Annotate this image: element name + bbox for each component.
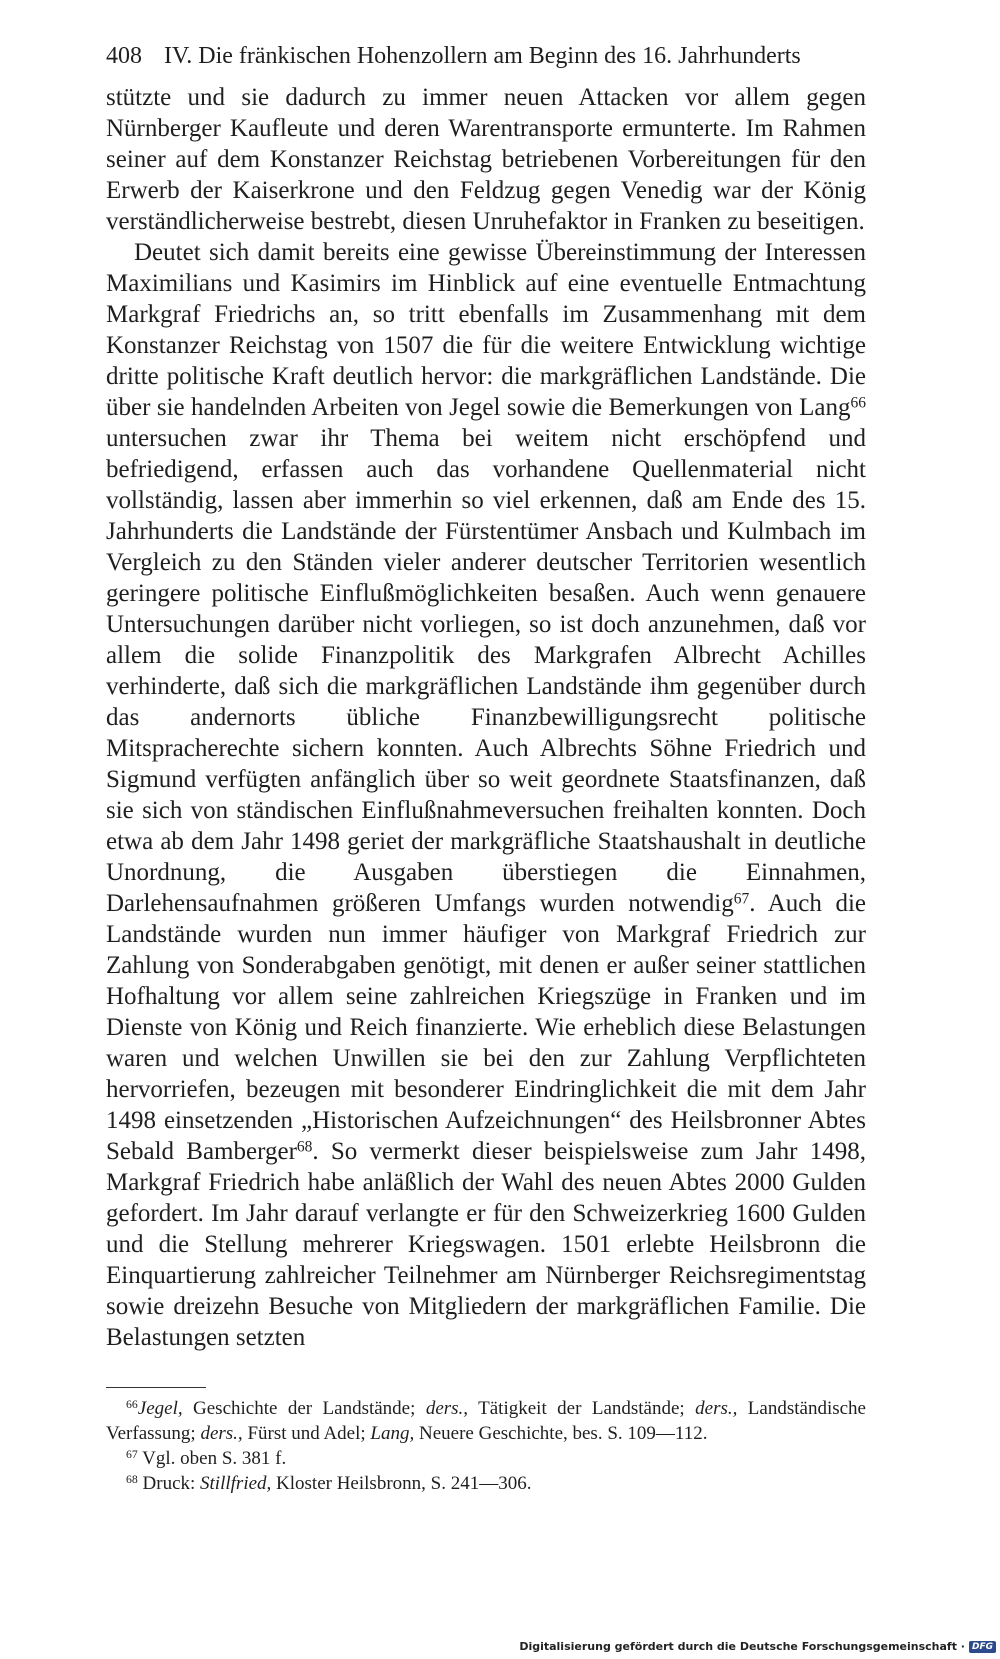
page-number: 408 (106, 43, 142, 69)
dfg-logo: DFG (969, 1641, 996, 1653)
main-text (106, 82, 866, 1353)
footnote-number: 66 (126, 1398, 138, 1412)
author-name: Lang, (370, 1423, 415, 1444)
footnotes (106, 1396, 866, 1496)
paragraph-2-part-a: Deutet sich damit bereits eine gewisse Übereinstimmung der Interessen Maximilians und Kasimirs im Hinblick auf eine eventuelle Entmachtung Markgraf Friedrichs an, so tritt ebenfalls im Zusammenhang mit dem Konstanzer Reichstag von 1507 die für die weitere Entwicklung wichtige dritte politische Kraft deutlich hervor: die markgräflichen Landstände. Die über sie handelnden Arbeiten von Jegel sowie die Bemerkungen von Lang (106, 239, 866, 421)
footnote-text: Landständische Verfassung; (106, 1398, 866, 1444)
footnote-number: 67 (126, 1448, 138, 1462)
book-page (106, 40, 866, 1496)
footnote-text: Fürst und Adel; (242, 1423, 371, 1444)
footnote-ref-66[interactable]: 66 (850, 394, 866, 412)
author-name: ders., (200, 1423, 243, 1444)
footnote-text: Tätigkeit der Landstände; (468, 1398, 696, 1419)
author-name: ders., (425, 1398, 469, 1419)
footnote-text: Druck: (137, 1473, 201, 1494)
footnote-text: Geschichte der Landstände; (182, 1398, 426, 1419)
paragraph-2-part-d: . So vermerkt dieser beispielsweise zum Jahr 1498, Markgraf Friedrich habe anläßlich der Wahl des neuen Abtes 2000 Gulden gefordert. Im Jahr darauf verlangte er für den Schweizerkrieg 1600 Gulden und die Stellung mehrerer Kriegswagen. 1501 erlebte Heilsbronn die Einquartierung zahlreicher Teilnehmer am Nürnberger Reichsregimentstag sowie dreizehn Besuche von Mitgliedern der markgräflichen Familie. Die Belastungen setzten (106, 1138, 866, 1351)
author-name: ders., (695, 1398, 738, 1419)
footer-credit: Digitalisierung gefördert durch die Deutsche Forschungsgemeinschaft · (519, 1640, 965, 1653)
footnote-text: Vgl. oben S. 381 f. (137, 1448, 287, 1469)
paragraph-2-part-c: . Auch die Landstände wurden nun immer häufiger von Markgraf Friedrich zur Zahlung von Sonderabgaben genötigt, mit denen er außer seiner stattlichen Hofhaltung vor allem seine zahlreichen Kriegszüge in Franken und im Dienste von König und Reich finanzierte. Wie erheblich diese Belastungen waren und welchen Unwillen sie bei den zur Zahlung Verpflichteten hervorriefen, bezeugen mit besonderer Eindringlichkeit die mit dem Jahr 1498 einsetzenden „Historischen Aufzeichnungen“ des Heilsbronner Abtes Sebald Bamberger (106, 890, 866, 1165)
footnote-divider (106, 1387, 206, 1388)
footnote-text: Kloster Heilsbronn, S. 241—306. (271, 1473, 532, 1494)
author-name: Jegel, (137, 1398, 183, 1419)
paragraph-1: stützte und sie dadurch zu immer neuen Attacken vor allem gegen Nürnberger Kaufleute und deren Warentransporte ermunterte. Im Rahmen seiner auf dem Konstanzer Reichstag betriebenen Vorbereitungen für den Erwerb der Kaiserkrone und den Feldzug gegen Venedig war der König verständlicherweise bestrebt, diesen Unruhefaktor in Franken zu beseitigen. (106, 84, 866, 235)
page-header (106, 40, 866, 72)
footnote-text: Neuere Geschichte, bes. S. 109—112. (414, 1423, 708, 1444)
running-title: IV. Die fränkischen Hohenzollern am Beginn des 16. Jahrhunderts (164, 43, 801, 69)
footnote-ref-67[interactable]: 67 (733, 890, 750, 908)
paragraph-2-part-b: untersuchen zwar ihr Thema bei weitem nicht erschöpfend und befriedigend, erfassen auch das vorhandene Quellenmaterial nicht vollständig, lassen aber immerhin so viel erkennen, daß am Ende des 15. Jahrhunderts die Landstände der Fürstentümer Ansbach und Kulmbach im Vergleich zu den Ständen vieler anderer deutscher Territorien wesentlich geringere politische Einflußmöglichkeiten besaßen. Auch wenn genauere Untersuchungen darüber nicht vorliegen, so ist doch anzunehmen, daß vor allem die solide Finanzpolitik des Markgrafen Albrecht Achilles verhinderte, daß sich die markgräflichen Landstände ihm gegenüber durch das andernorts übliche Finanzbewilligungsrecht politische Mitspracherechte sichern konnten. Auch Albrechts Söhne Friedrich und Sigmund verfügten anfänglich über so weit geordnete Staatsfinanzen, daß sie sich von ständischen Einflußnahmeversuchen freihalten konnten. Doch etwa ab dem Jahr 1498 geriet der markgräfliche Staatshaushalt in deutliche Unordnung, die Ausgaben überstiegen die Einnahmen, Darlehensaufnahmen größeren Umfangs wurden notwendig (106, 425, 866, 917)
footnote-68 (106, 1471, 866, 1496)
footnote-66 (106, 1396, 866, 1446)
paragraph-2 (106, 237, 866, 1353)
author-name: Stillfried, (200, 1473, 272, 1494)
digitization-footer (519, 1640, 996, 1653)
footnote-67 (106, 1446, 866, 1471)
footnote-ref-68[interactable]: 68 (296, 1138, 313, 1156)
footnote-number: 68 (126, 1473, 138, 1487)
